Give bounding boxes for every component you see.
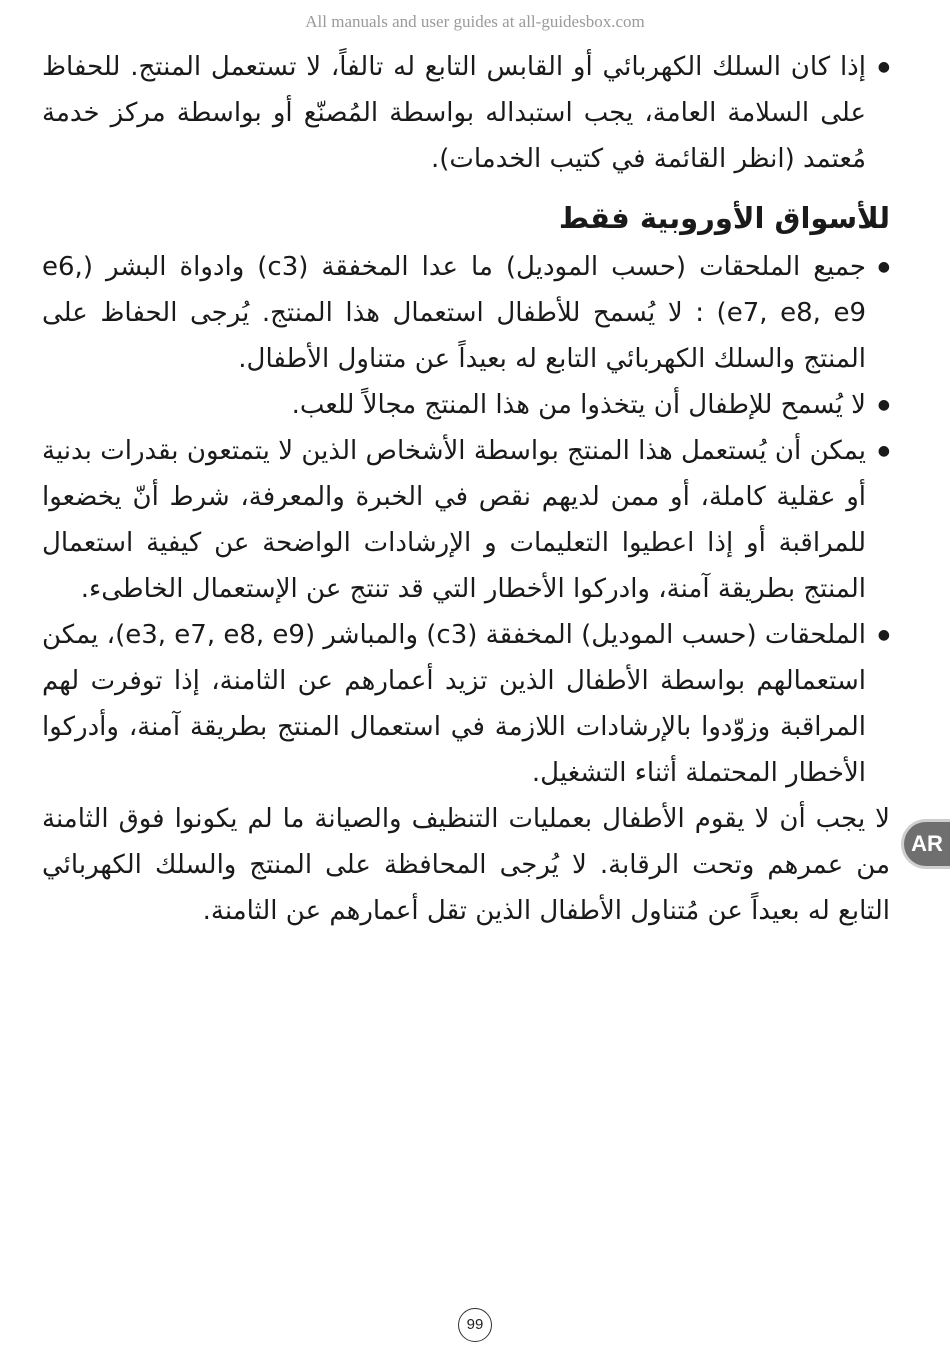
main-content xyxy=(42,44,890,934)
bullet-accessories-over-eight: ● الملحقات (حسب الموديل) المخفقة (c3) والمباشر (e3, e7, e8, e9)، يمكن استعمالهم بواسطة الأطفال الذين تزيد أعمارهم عن الثامنة، إذا توفرت لهم المراقبة وزوّدوا بالإرشادات اللازمة في استعمال المنتج بطريقة آمنة، وأدركوا الأخطار المحتملة أثناء التشغيل. xyxy=(42,612,890,796)
page-number: 99 xyxy=(458,1308,492,1342)
bullet-no-play: ● لا يُسمح للإطفال أن يتخذوا من هذا المنتج مجالاً للعب. xyxy=(42,382,890,428)
watermark-text: All manuals and user guides at all-guidesbox.com xyxy=(305,12,645,31)
bullet-accessories-children: ● جميع الملحقات (حسب الموديل) ما عدا المخفقة (c3) وادواة البشر (e6, e7, e8, e9) : لا يُسمح للأطفال استعمال هذا المنتج. يُرجى الحفاظ على المنتج والسلك الكهربائي التابع له بعيداً عن متناول الأطفال. xyxy=(42,244,890,382)
paragraph-cleaning-maintenance: لا يجب أن لا يقوم الأطفال بعمليات التنظيف والصيانة ما لم يكونوا فوق الثامنة من عمرهم وتحت الرقابة. لا يُرجى المحافظة على المنتج والسلك الكهربائي التابع له بعيداً عن مُتناول الأطفال الذين تقل أعمارهم عن الثامنة. xyxy=(42,804,890,926)
language-tab: AR xyxy=(904,822,950,866)
bullet-damaged-cord: ● إذا كان السلك الكهربائي أو القابس التابع له تالفاً، لا تستعمل المنتج. للحفاظ على السلامة العامة، يجب استبداله بواسطة المُصنّع أو بواسطة مركز خدمة مُعتمد (انظر القائمة في كتيب الخدمات). xyxy=(42,44,890,182)
bullet-reduced-capabilities: ● يمكن أن يُستعمل هذا المنتج بواسطة الأشخاص الذين لا يتمتعون بقدرات بدنية أو عقلية كاملة، أو ممن لديهم نقص في الخبرة والمعرفة، شرط أنّ يخضعوا للمراقبة أو إذا اعطيوا التعليمات و الإرشادات الواضحة عن كيفية استعمال المنتج بطريقة آمنة، وادركوا الأخطار التي قد تنتج عن الإستعمال الخاطىء. xyxy=(42,428,890,612)
section-heading: للأسواق الأوروبية فقط xyxy=(558,201,890,235)
